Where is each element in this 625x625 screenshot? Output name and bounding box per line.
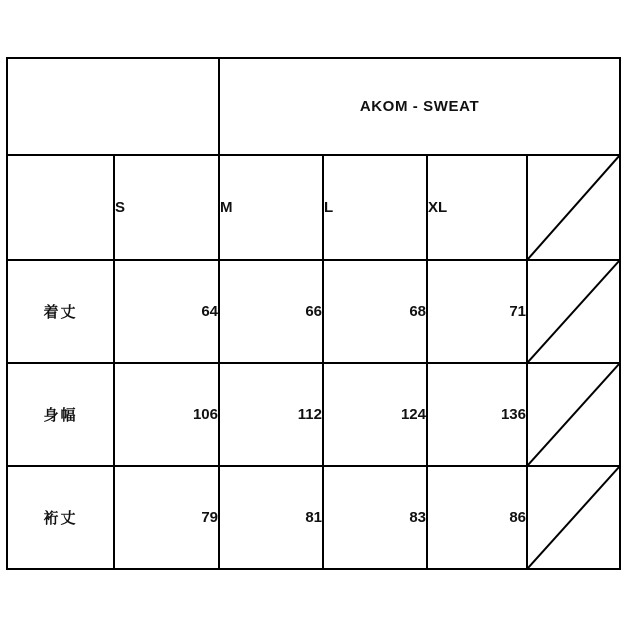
value-mihaba-m: 112 [219,363,323,466]
diagonal-slash-icon [528,467,619,568]
table-row [7,466,620,569]
header-size-s: S [114,155,219,260]
product-title-cell: AKOM - SWEAT [219,58,620,155]
row-label-kitake: 着丈 [7,260,114,363]
value-kitake-s: 64 [114,260,219,363]
row-label-mihaba: 身幅 [7,363,114,466]
diagonal-slash-icon [528,261,619,362]
value-kitake-m: 66 [219,260,323,363]
row-diagonal-cell-1 [527,260,620,363]
value-kitake-l: 68 [323,260,427,363]
row-label-yukitake: 裄丈 [7,466,114,569]
header-row-label-blank [7,155,114,260]
header-size-xl: XL [427,155,527,260]
value-yukitake-xl: 86 [427,466,527,569]
table-row [7,260,620,363]
value-mihaba-l: 124 [323,363,427,466]
header-size-m: M [219,155,323,260]
diagonal-slash-icon [528,364,619,465]
value-mihaba-xl: 136 [427,363,527,466]
row-diagonal-cell-3 [527,466,620,569]
diagonal-slash-icon [528,156,619,259]
table-row [7,363,620,466]
value-yukitake-l: 83 [323,466,427,569]
table-row-header [7,155,620,260]
header-diagonal-cell [527,155,620,260]
corner-blank-cell [7,58,219,155]
table-row-title [7,58,620,155]
value-yukitake-m: 81 [219,466,323,569]
value-mihaba-s: 106 [114,363,219,466]
size-chart-table [6,57,621,570]
value-kitake-xl: 71 [427,260,527,363]
value-yukitake-s: 79 [114,466,219,569]
size-chart-table-container [6,57,619,569]
header-size-l: L [323,155,427,260]
row-diagonal-cell-2 [527,363,620,466]
